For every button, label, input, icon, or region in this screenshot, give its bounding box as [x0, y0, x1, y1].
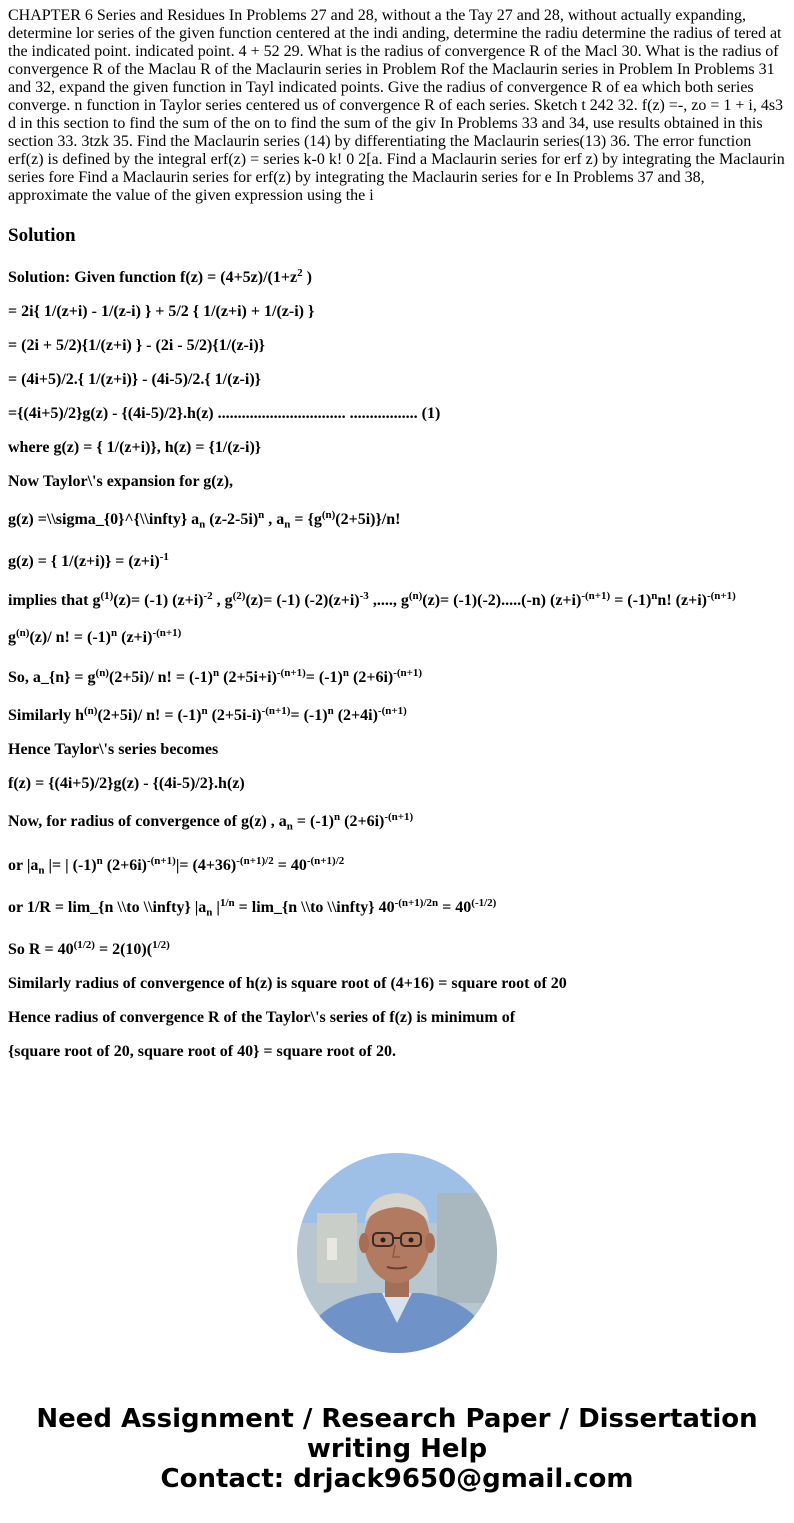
- solution-line-18: or 1/R = lim_{n \\to \\infty} $|a_n$ $|^{1/n}$ = lim_{n \\to \\infty} $40^{-(n+1)/2n} = 40^{(-1/2)}$: [8, 896, 497, 919]
- footer-line-2: writing Help: [306, 1434, 488, 1464]
- solution-line-5: ={(4i+5)/2}g(z) - {(4i-5)/2}.h(z) ................................ ................. (1): [8, 405, 441, 422]
- solution-line-3: = (2i + 5/2){1/(z+i) } - (2i - 5/2){1/(z-i)}: [8, 337, 265, 354]
- solution-line-14: Hence Taylor\'s series becomes: [8, 741, 219, 758]
- solution-line-10: implies that $g^{(1)}(z)= (-1)$ $(z+i)^{-2}$ , $g^{(2)}(z)= (-1)$ $(-2)(z+i)^{-3}$ ,...., $g^{(n)}(z)= (-1)(-2).....(-n) (z+i)^{-(n+1)} = (-1)^nn$! $(z+i)^{-(n+1)}$: [8, 589, 736, 609]
- solution-line-15: f(z) = {(4i+5)/2}g(z) - {(4i-5)/2}.h(z): [8, 775, 245, 792]
- solution-line-9: g(z) = { $1/(z+i)\} = (z+i)^{-1}$: [8, 550, 169, 570]
- solution-line-22: {square root of 20, square root of 40} = square root of 20.: [8, 1043, 396, 1060]
- solution-line-8: g(z) =\\sigma_{0}^{\\infty} $a_n$ $(z-2-5i)^n$ , $a_n = \{g^{(n)}(2+5i)\}/n$!: [8, 508, 401, 531]
- solution-line-2: = 2i{ 1/(z+i) - 1/(z-i) } + 5/2 { 1/(z+i) + 1/(z-i) }: [8, 303, 315, 320]
- footer-contact: Contact: drjack9650@gmail.com: [160, 1464, 634, 1494]
- problem-text: CHAPTER 6 Series and Residues In Problems 27 and 28, without a the Tay 27 and 28, without actually expanding, determine lor series of the given function centered at the indi anding, determine the radiu determine the radius of tered at the indicated point. indicated point. 4 + 52 29. What is the radius of convergence R of the Macl 30. What is the radius of convergence R of the Maclau R of the Maclaurin series in Problem Rof the Maclaurin series in Problem In Problems 31 and 32, expand the given function in Tayl indicated points. Give the radius of convergence R of ea which both series converge. n function in Taylor series centered us of convergence R of each series. Sketch t 242 32. f(z) =-, zo = 1 + i, 4s3 d in this section to find the sum of the on to find the sum of the giv In Problems 33 and 34, use results obtained in this section 33. 3tzk 35. Find the Maclaurin series (14) by differentiating the Maclaurin series(13) 36. The error function erf(z) is defined by the integral erf(z) = series k-0 k! 0 2[a. Find a Maclaurin series for erf z) by integrating the Maclaurin series fore Find a Maclaurin series for erf(z) by integrating the Maclaurin series for e In Problems 37 and 38, approximate the value of the given expression using the i: [8, 7, 785, 204]
- solution-line-20: Similarly radius of convergence of h(z) is square root of (4+16) = square root of 20: [8, 975, 567, 992]
- solution-line-19: So $R = 40^{(1/2)} = 2(10)(^{1/2)}$: [8, 938, 170, 958]
- solution-line-13: Similarly $h^{(n)}(2+5i)/$ n! = $(-1)^n$ $(2+5i-i)^{-(n+1)}= (-1)^n$ $(2+4i)^{-(n+1)}$: [8, 704, 407, 724]
- solution-line-1: Solution: Given function $f(z) = (4+5z)/(1+z^2$ ): [8, 266, 312, 286]
- author-portrait: [297, 1153, 497, 1353]
- solution-line-12: So, a_{n} = $g^{(n)}(2+5i)/$ n! = $(-1)^n$ $(2+5i+i)^{-(n+1)}= (-1)^n$ $(2+6i)^{-(n+1)}$: [8, 666, 423, 686]
- solution-line-11: $g^{(n)}(z)/$ n! = $(-1)^n$ $(z+i)^{-(n+1)}$: [8, 626, 182, 646]
- solution-line-17: or $|a_n$ |= | $(-1)^n$ $(2+6i)^{-(n+1)}|= (4+36)^{-(n+1)/2} = 40^{-(n+1)/2}$: [8, 854, 345, 877]
- solution-line-21: Hence radius of convergence R of the Taylor\'s series of f(z) is minimum of: [8, 1009, 516, 1026]
- solution-line-4: = (4i+5)/2.{ 1/(z+i)} - (4i-5)/2.{ 1/(z-i)}: [8, 371, 261, 388]
- solution-heading: Solution: [8, 225, 76, 246]
- solution-line-16: Now, for radius of convergence of g(z) , $a_n = (-1)^n$ $(2+6i)^{-(n+1)}$: [8, 810, 414, 833]
- solution-line-6: where g(z) = { 1/(z+i)}, h(z) = {1/(z-i)}: [8, 439, 262, 456]
- footer-line-1: Need Assignment / Research Paper / Dissertation: [36, 1404, 758, 1434]
- footer-banner: [0, 1404, 794, 1494]
- author-avatar: [297, 1153, 497, 1353]
- solution-line-7: Now Taylor\'s expansion for g(z),: [8, 473, 234, 490]
